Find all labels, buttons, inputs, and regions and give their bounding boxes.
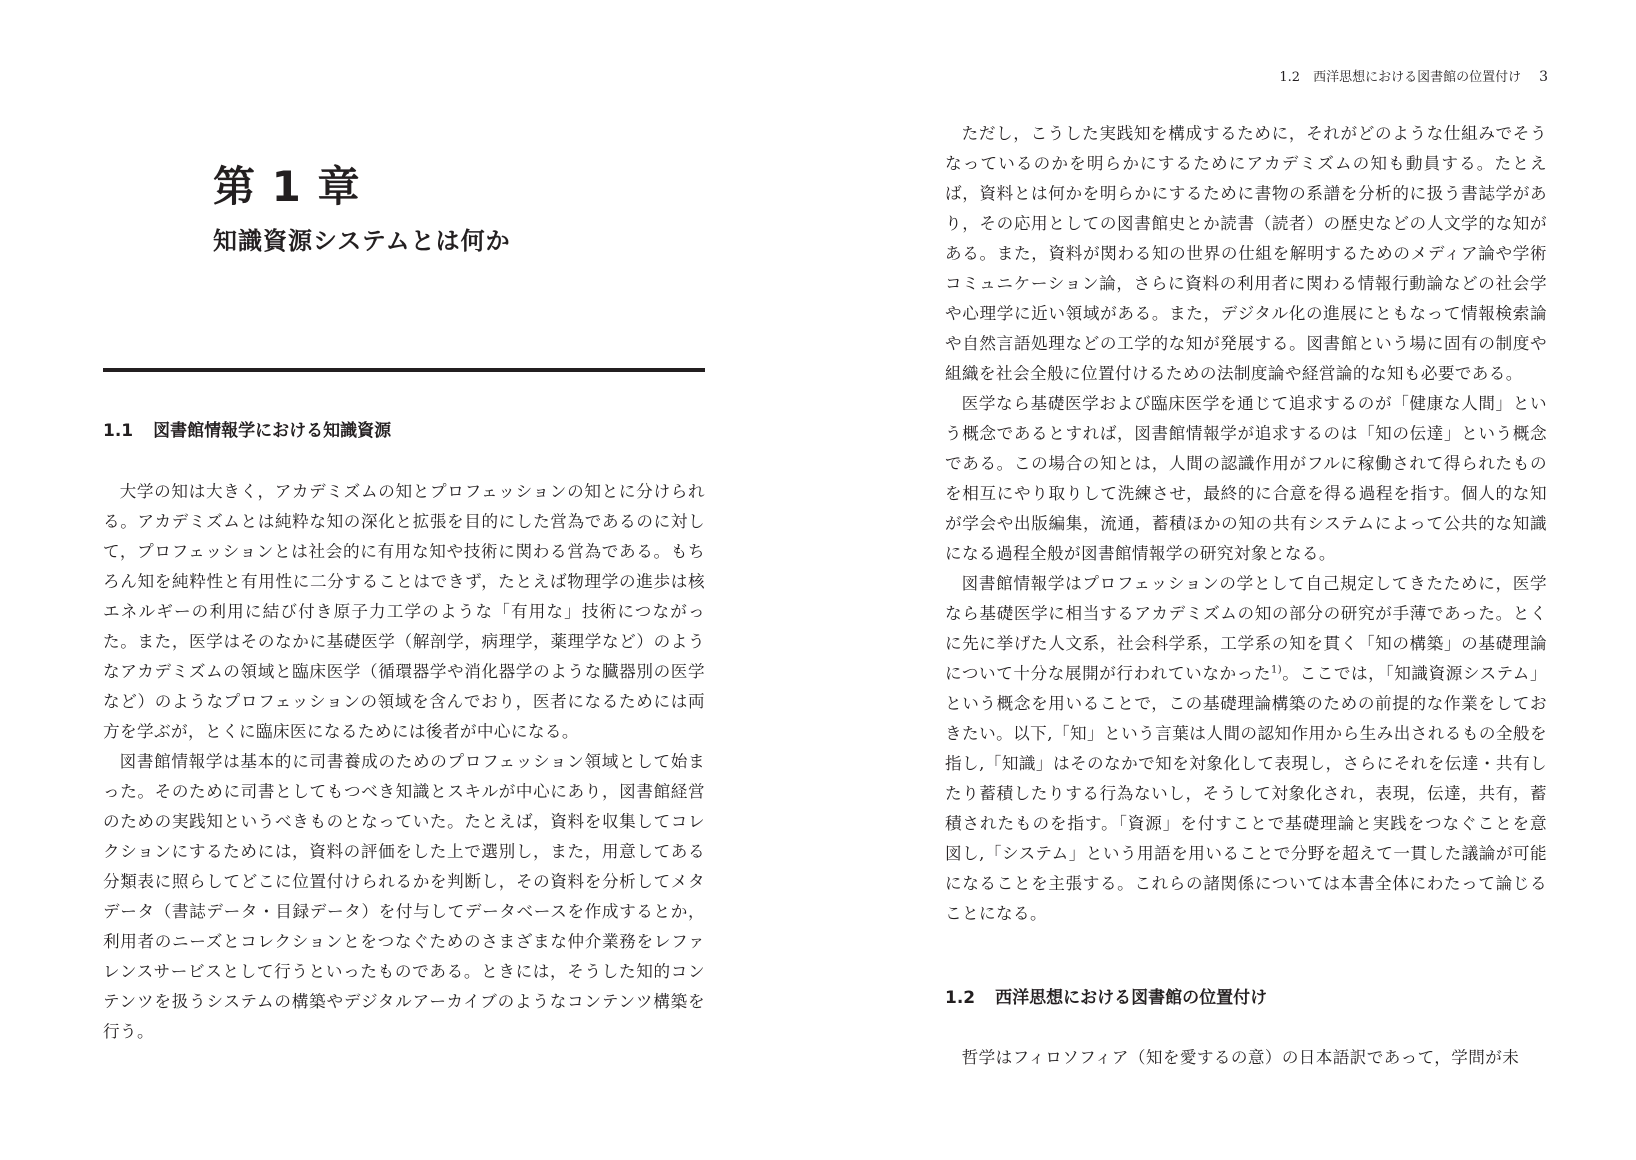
- chapter-number: 第 1 章: [213, 162, 361, 211]
- paragraph: 哲学はフィロソフィア（知を愛するの意）の日本語訳であって，学問が未: [961, 1048, 1520, 1067]
- section-heading-1-2: [945, 990, 1267, 1007]
- chapter-title: 知識資源システムとは何か: [213, 226, 511, 255]
- footnote-reference: 1): [1271, 664, 1283, 676]
- right-page: [818, 0, 1636, 1160]
- chapter-divider: [103, 368, 705, 372]
- section-number: 1.1: [103, 421, 134, 441]
- paragraph: 医学なら基礎医学および臨床医学を通じて追求するのが「健康な人間」という概念であるとすれば，図書館情報学が追求するのは「知の伝達」という概念である。この場合の知とは，人間の認識作用がフルに稼働されて得られたものを相互にやり取りして洗練させ，最終的に合意を得る過程を指す。個人的な知が学会や出版編集，流通，蓄積ほかの知の共有システムによって公共的な知識になる過程全般が図書館情報学の研究対象となる。: [945, 394, 1547, 563]
- paragraph: ただし，こうした実践知を構成するために，それがどのような仕組みでそうなっているのかを明らかにするためにアカデミズムの知も動員する。たとえば，資料とは何かを明らかにするために書物の系譜を分析的に扱う書誌学があり，その応用としての図書館史とか読書（読者）の歴史などの人文学的な知がある。また，資料が関わる知の世界の仕組を解明するためのメディア論や学術コミュニケーション論，さらに資料の利用者に関わる情報行動論などの社会学や心理学に近い領域がある。また，デジタル化の進展にともなって情報検索論や自然言語処理などの工学的な知が発展する。図書館という場に固有の制度や組織を社会全般に位置付けるための法制度論や経営論的な知も必要である。: [945, 124, 1547, 383]
- right-body-text: [945, 119, 1547, 929]
- paragraph: 大学の知は大きく，アカデミズムの知とプロフェッションの知とに分けられる。アカデミズムとは純粋な知の深化と拡張を目的にした営為であるのに対して，プロフェッションとは社会的に有用な知や技術に関わる営為である。もちろん知を純粋性と有用性に二分することはできず，たとえば物理学の進歩は核エネルギーの利用に結び付き原子力工学のような「有用な」技術につながった。また，医学はそのなかに基礎医学（解剖学，病理学，薬理学など）のようなアカデミズムの領域と臨床医学（循環器学や消化器学のような臓器別の医学など）のようなプロフェッションの領域を含んでおり，医者になるためには両方を学ぶが，とくに臨床医になるためには後者が中心になる。: [103, 482, 705, 741]
- paragraph-with-note: [945, 569, 1547, 929]
- section-title: 図書館情報学における知識資源: [153, 421, 392, 441]
- running-head: [1279, 70, 1548, 84]
- left-body-text: [103, 477, 705, 1047]
- page-number: 3: [1539, 69, 1548, 85]
- paragraph-text: 図書館情報学はプロフェッションの学として自己規定してきたために，医学なら基礎医学に相当するアカデミズムの知の部分の研究が手薄であった。とくに先に挙げた人文系，社会科学系，工学系の知を貫く「知の構築」の基礎理論について十分な展開が行われていなかった: [945, 574, 1547, 683]
- right-body-text-continued: [945, 1043, 1547, 1073]
- section-heading-1-1: [103, 423, 391, 440]
- section-number: 1.2: [945, 988, 976, 1008]
- paragraph-text: 。ここでは，「知識資源システム」という概念を用いることで，この基礎理論構築のための前提的な作業をしておきたい。以下,「知」という言葉は人間の認知作用から生み出されるもの全般を指し,「知識」はそのなかで知を対象化して表現し，さらにそれを伝達・共有したり蓄積したりする行為ないし，そうして対象化され，表現，伝達，共有，蓄積されたものを指す。「資源」を付すことで基礎理論と実践をつなぐことを意図し,「システム」という用語を用いることで分野を超えて一貫した議論が可能になることを主張する。これらの諸関係については本書全体にわたって論じることになる。: [945, 664, 1547, 923]
- paragraph: 図書館情報学は基本的に司書養成のためのプロフェッション領域として始まった。そのために司書としてもつべき知識とスキルが中心にあり，図書館経営のための実践知というべきものとなっていた。たとえば，資料を収集してコレクションにするためには，資料の評価をした上で選別し，また，用意してある分類表に照らしてどこに位置付けられるかを判断し，その資料を分析してメタデータ（書誌データ・目録データ）を付与してデータベースを作成するとか，利用者のニーズとコレクションとをつなぐためのさまざまな仲介業務をレファレンスサービスとして行うといったものである。ときには，そうした知的コンテンツを扱うシステムの構築やデジタルアーカイブのようなコンテンツ構築を行う。: [103, 752, 705, 1041]
- running-head-section: 1.2 西洋思想における図書館の位置付け: [1279, 70, 1522, 85]
- section-title: 西洋思想における図書館の位置付け: [995, 988, 1268, 1008]
